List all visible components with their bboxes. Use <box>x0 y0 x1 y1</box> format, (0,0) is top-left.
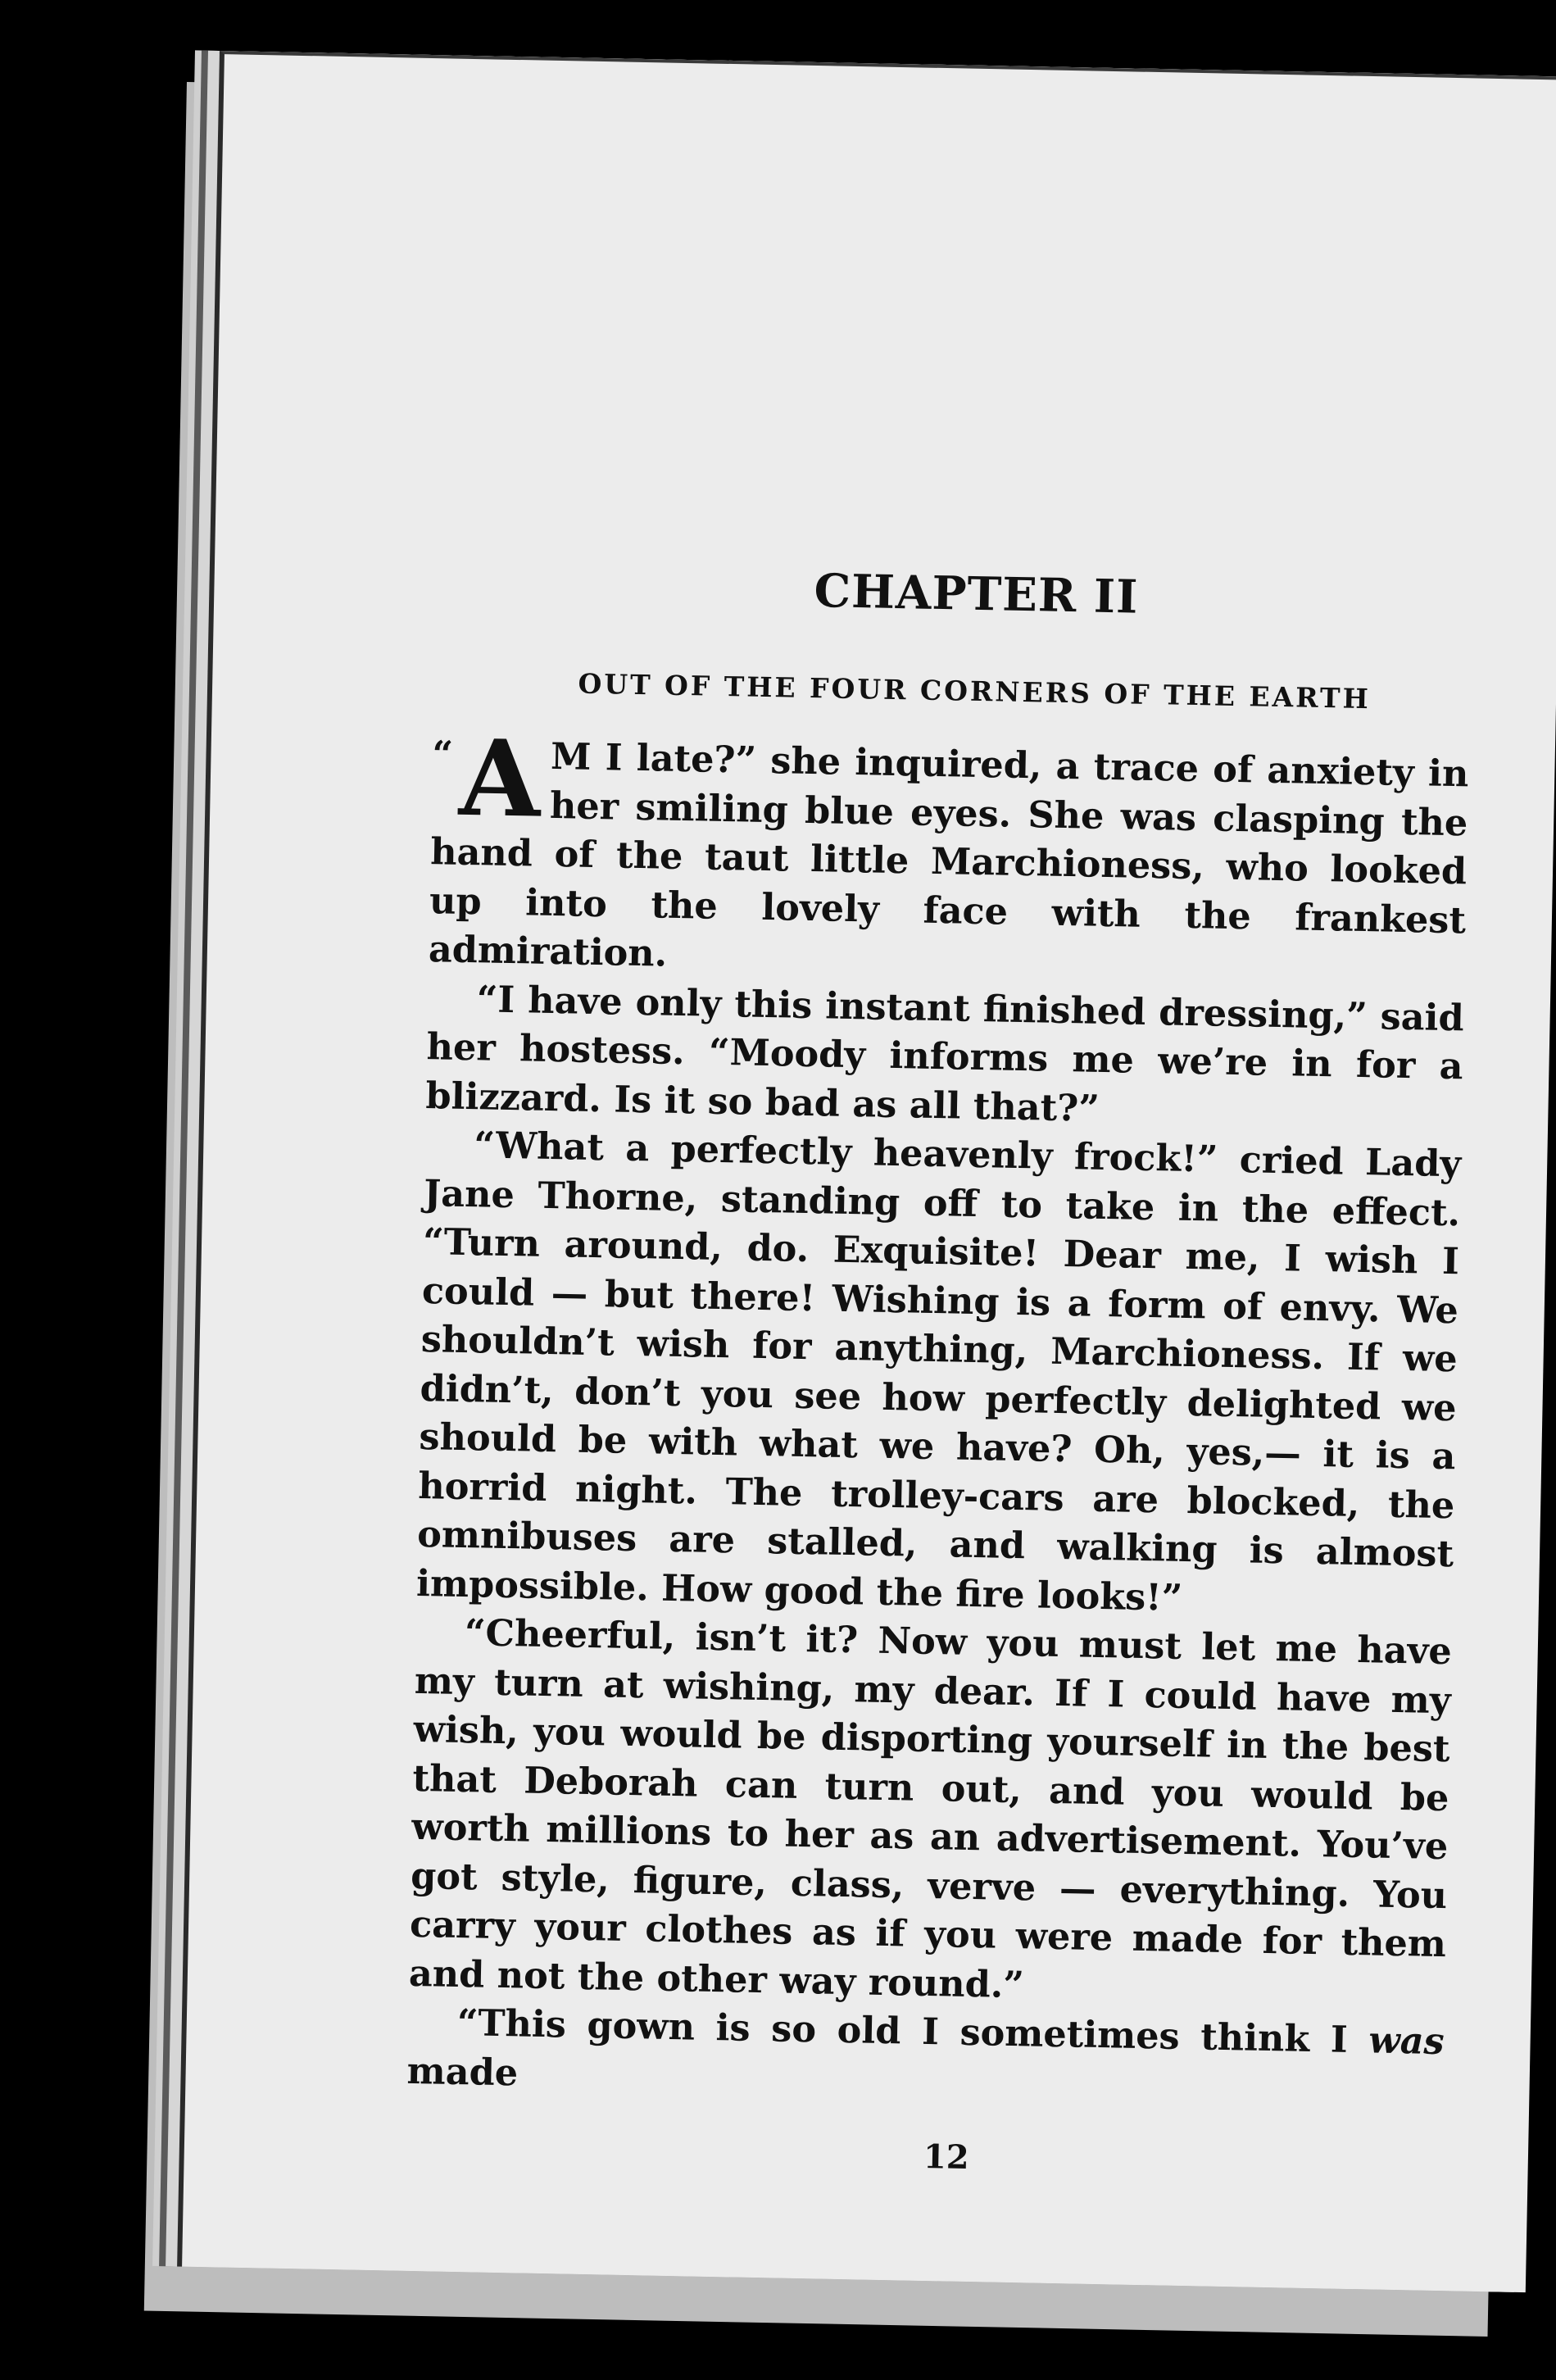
paragraph-1 <box>428 716 1469 994</box>
paragraph-2: “I have only this instant finished dressing,” said her hostess. “Moody informs me we’re in for a blizzard. Is it so bad as all that?” <box>425 977 1465 1130</box>
chapter-subtitle: OUT OF THE FOUR CORNERS OF THE EARTH <box>578 667 1372 715</box>
paragraph-5-text-after: made <box>406 2049 519 2094</box>
opening-quote: “ <box>432 734 454 776</box>
paragraph-1-text: M I late?” she inquired, a trace of anxiety in her smiling blue eyes. She was clasping the hand of the taut little Marchioness, who looked up into the lovely face with the frankest admiration. <box>428 734 1469 975</box>
paragraph-5-text-before: “This gown is so old I sometimes think I <box>456 2001 1369 2062</box>
chapter-title: CHAPTER II <box>813 564 1139 625</box>
paragraph-4: “Cheerful, isn’t it? Now you must let me have my turn at wishing, my dear. If I could have my wish, you would be disporting yourself in the best that Deborah can turn out, and you would be worth millions to her as an advertisement. You’ve got style, figure, class, verve — everything. You carry your clothes as if you were made for them and not the other way round.” <box>408 1611 1453 2006</box>
paragraph-3: “What a perfectly heavenly frock!” cried Lady Jane Thorne, standing off to take in the effect. “Turn around, do. Exquisite! Dear me, I wish I could — but there! Wishing is a form of envy. We shouldn’t wish for anything, Marchioness. If we didn’t, don’t you see how perfectly delighted we should be with what we have? Oh, yes,— it is a horrid night. The trolley-cars are blocked, the omnibuses are stalled, and walking is almost impossible. How good the fire looks!” <box>415 1124 1462 1619</box>
page-number: 12 <box>923 2137 970 2178</box>
body-text <box>406 716 1469 2115</box>
book-page <box>177 51 1556 2292</box>
paragraph-5 <box>406 1998 1445 2115</box>
drop-cap: A <box>457 716 542 842</box>
paragraph-5-italic: was <box>1368 2019 1445 2064</box>
